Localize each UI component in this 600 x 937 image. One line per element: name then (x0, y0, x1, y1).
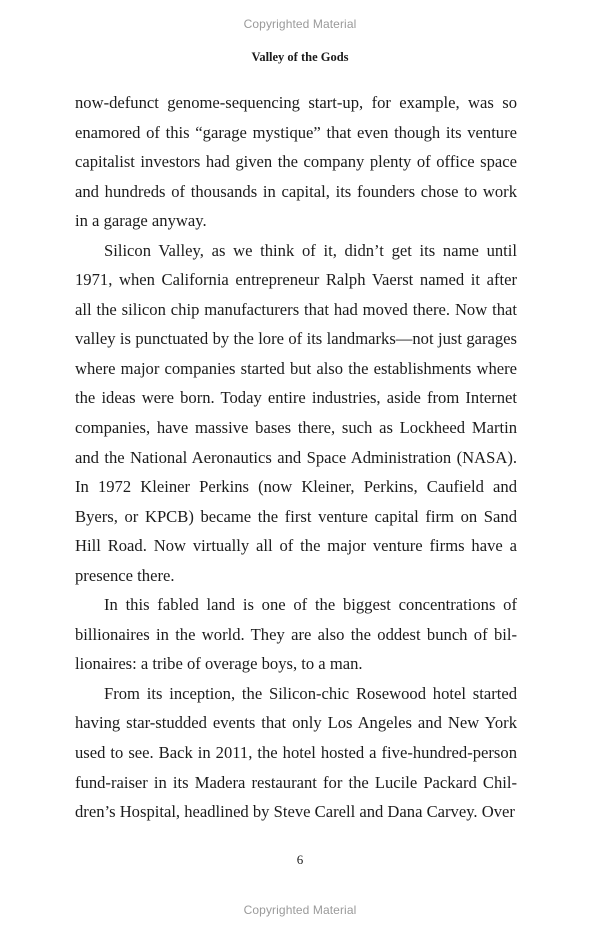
paragraph-4: From its inception, the Silicon-chic Rosewood hotel started having star-studded events that only Los Angeles and New York used to see. Back in 2011, the hotel hosted a five-hundred-person fund-raiser in its Madera restaurant for the Lucile Packard Children’s Hospital, headlined by Steve Carell and Dana Carvey. Over (75, 683, 517, 822)
paragraph-3: In this fabled land is one of the biggest concentrations of billionaires in the world. They are also the oddest bunch of billionaires: a tribe of overage boys, to a man. (75, 595, 517, 674)
copyright-watermark-bottom: Copyrighted Material (243, 903, 357, 917)
page-number: 6 (296, 852, 304, 867)
copyright-watermark-top: Copyrighted Material (243, 17, 357, 31)
paragraph-1: now-defunct genome-sequencing start-up, for example, was so enamored of this “garage mystique” that even though its venture capitalist investors had given the company plenty of office space and hundreds of thousands in capital, its founders chose to work in a garage anyway. (75, 93, 517, 231)
paragraph-2: Silicon Valley, as we think of it, didn’t get its name until 1971, when California entrepreneur Ralph Vaerst named it after all the silicon chip manufacturers that had moved there. Now that valley is punctuated by the lore of its landmarks—not just garages where major companies started but also the establishments where the ideas were born. Today entire industries, aside from Internet companies, have massive bases there, such as Lockheed Martin and the National Aeronautics and Space Administration (NASA). In 1972 Kleiner Perkins (now Kleiner, Perkins, Caufield and Byers, or KPCB) became the first venture capital firm on Sand Hill Road. Now virtually all of the major venture firms have a presence there. (75, 240, 517, 585)
body-text (75, 88, 517, 827)
running-head: Valley of the Gods (251, 50, 349, 64)
